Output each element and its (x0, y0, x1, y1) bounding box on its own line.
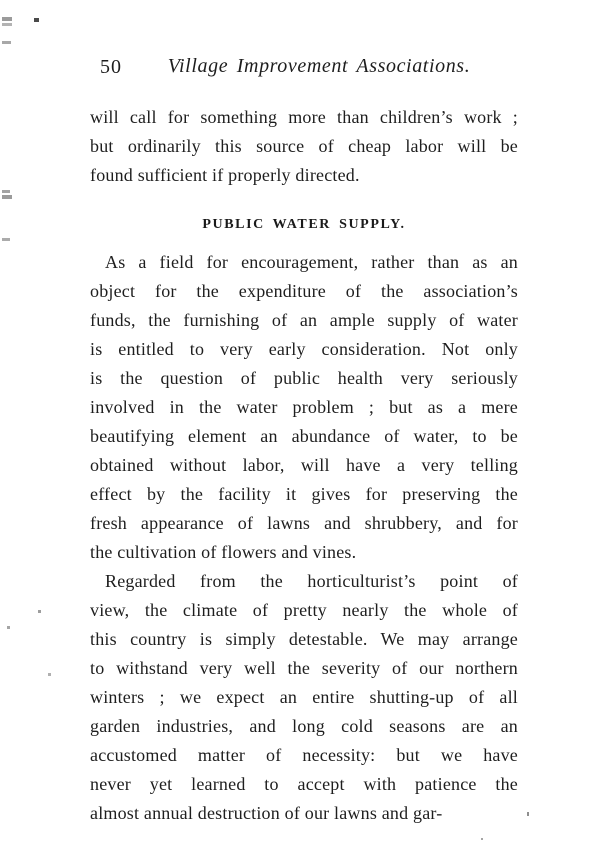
text-line: garden industries, and long cold seasons are an (90, 716, 518, 736)
text-line: to withstand very well the severity of our northern (90, 658, 518, 678)
scan-mark (2, 23, 12, 26)
text-line: is entitled to very early consideration. Not only (90, 339, 518, 359)
text-line: effect by the facility it gives for preserving the (90, 484, 518, 504)
scan-mark (481, 838, 483, 840)
text-line: the cultivation of flowers and vines. (90, 542, 357, 562)
text-line: As a field for encouragement, rather than as an (105, 252, 518, 272)
text-line: funds, the furnishing of an ample supply of water (90, 310, 518, 330)
text-line: is the question of public health very seriously (90, 368, 518, 388)
text-line: involved in the water problem ; but as a mere (90, 397, 518, 417)
text-line: will call for something more than children’s work ; (90, 107, 518, 127)
text-line: beautifying element an abundance of water, to be (90, 426, 518, 446)
paragraph (90, 248, 518, 567)
text-line: Regarded from the horticulturist’s point of (105, 571, 518, 591)
scan-mark (48, 673, 51, 676)
text-line: found sufficient if properly directed. (90, 165, 360, 185)
scan-mark (2, 41, 11, 44)
page-header (90, 55, 518, 81)
scan-mark (38, 610, 41, 613)
paragraph (90, 103, 518, 190)
section-heading: PUBLIC WATER SUPPLY. (202, 217, 406, 232)
scan-mark (34, 18, 39, 22)
text-line: fresh appearance of lawns and shrubbery, and for (90, 513, 518, 533)
text-line: but ordinarily this source of cheap labor will be (90, 136, 518, 156)
text-line: object for the expenditure of the association’s (90, 281, 518, 301)
text-line: never yet learned to accept with patience the (90, 774, 518, 794)
scan-mark (527, 812, 529, 816)
text-line: winters ; we expect an entire shutting-up of all (90, 687, 518, 707)
scan-mark (7, 626, 10, 629)
text-line: accustomed matter of necessity: but we have (90, 745, 518, 765)
page-number: 50 (100, 56, 122, 78)
paragraph (90, 567, 518, 828)
scan-mark (2, 238, 10, 241)
text-line: this country is simply detestable. We may arrange (90, 629, 518, 649)
text-block (90, 103, 518, 828)
scan-mark (2, 195, 12, 199)
text-line: almost annual destruction of our lawns and gar- (90, 803, 443, 823)
scan-mark (2, 190, 10, 193)
running-title: Village Improvement Associations. (167, 55, 471, 77)
scan-mark (2, 17, 12, 21)
text-line: obtained without labor, will have a very telling (90, 455, 518, 475)
text-line: view, the climate of pretty nearly the whole of (90, 600, 518, 620)
